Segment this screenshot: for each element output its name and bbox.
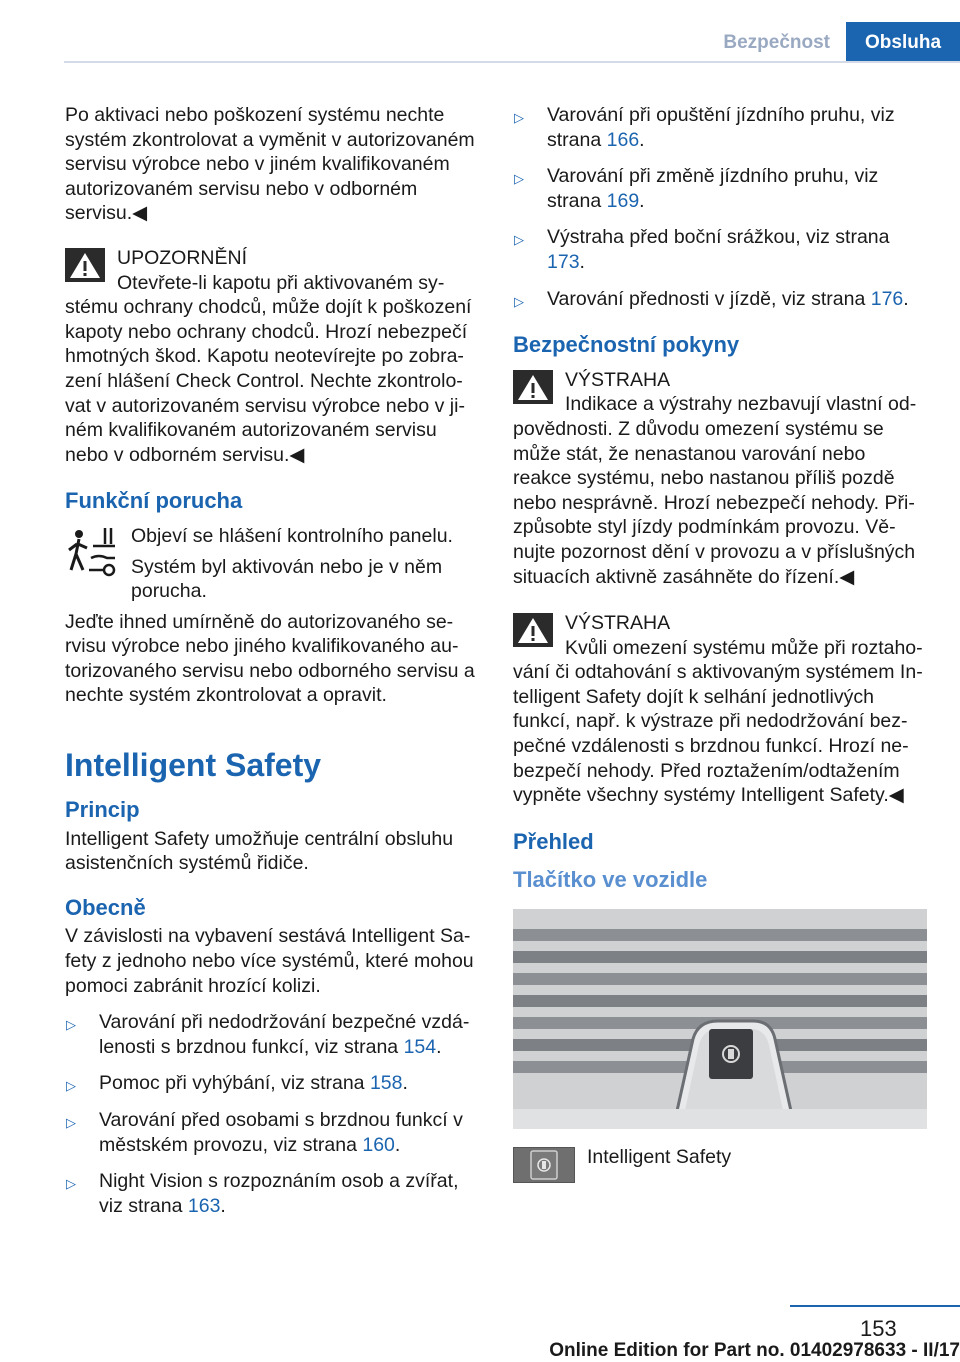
section-heading-funkcni-porucha: Funkční porucha	[65, 488, 243, 514]
warning-box-upozorneni	[65, 246, 482, 467]
bullet-triangle-icon: ▷	[66, 1017, 76, 1033]
bullet-triangle-icon: ▷	[66, 1078, 76, 1094]
list-item: ▷ Varování přednosti v jízdě, viz strana 176.	[513, 287, 927, 312]
section-heading-bezpecnostni-pokyny: Bezpečnostní pokyny	[513, 332, 740, 358]
bullet-triangle-icon: ▷	[514, 171, 524, 187]
section-heading-tlacitko: Tlačítko ve vozidle	[513, 867, 708, 893]
list-item: ▷ Varování při změně jízdního pruhu, viz strana 169.	[514, 165, 879, 212]
left-bullet-list	[65, 1010, 482, 1218]
list-item: ▷ Výstraha před boční srážkou, viz strana 173.	[514, 226, 890, 273]
section-heading-prehled: Přehled	[513, 828, 594, 854]
warning-title: VÝSTRAHA	[565, 368, 671, 391]
footer-edition: Online Edition for Part no. 01402978633 - II/17	[549, 1340, 960, 1361]
page-number: 153	[860, 1316, 897, 1341]
warning-text: Otevřete-li kapotu při aktivovaném systému ochrany chodců, může dojít k poškození kapoty nebo ochrany chodců. Hrozí nebezpečí hmotných škod. Kapotu neotevírejte po zobrazení hlášení Check Control. Nechte zkontrolovat v autorizovaném servisu výrobce nebo v jiném kvalifikovaném autorizovaném servisu nebo v odborném servisu.◀	[65, 271, 472, 466]
page-link[interactable]: 169	[606, 189, 640, 212]
page-link[interactable]: 163	[187, 1194, 221, 1217]
button-legend	[513, 1147, 927, 1213]
vehicle-button-photo	[513, 909, 927, 1129]
page-link[interactable]: 176	[870, 287, 904, 310]
intro-paragraph: Po aktivaci nebo poškození systému nechte systém zkontrolovat a vyměnit v autorizovaném servisu výrobce nebo v jiném kvalifikovaném autorizovaném servisu nebo v odborném servisu.◀	[65, 104, 475, 225]
list-item: ▷ Varování při nedodržování bezpečné vzdálenosti s brzdnou funkcí, viz strana 154.	[66, 1011, 470, 1058]
right-column	[513, 103, 927, 1213]
intelligent-safety-button-icon	[513, 1147, 575, 1183]
obecne-paragraph: V závislosti na vybavení sestává Intelligent Safety z jednoho nebo více systémů, které mohou pomoci zabránit hrozící kolizi.	[65, 925, 474, 997]
malfunction-block	[65, 524, 482, 604]
page-link[interactable]: 160	[362, 1133, 395, 1156]
button-legend-label: Intelligent Safety	[587, 1146, 732, 1169]
bullet-triangle-icon: ▷	[514, 232, 524, 248]
page-link[interactable]: 166	[606, 128, 640, 151]
list-item: ▷ Varování před osobami s brzdnou funkcí v městském provozu, viz strana 160.	[66, 1109, 463, 1156]
section-heading-obecne: Obecně	[65, 894, 146, 920]
header-tabs	[707, 22, 960, 62]
warning-box-vystraha-1	[513, 368, 927, 589]
pedestrian-protection-icon	[65, 524, 121, 580]
page-link[interactable]: 154	[403, 1035, 437, 1058]
malfunction-paragraph: Jeďte ihned umírněně do autorizovaného servisu výrobce nebo jiného kvalifikovaného autorizovaného servisu nebo odborného servisu a nechte systém zkontrolovat a opravit.	[65, 610, 475, 707]
chapter-heading-intelligent-safety: Intelligent Safety	[65, 747, 322, 784]
bullet-triangle-icon: ▷	[66, 1176, 76, 1192]
warning-triangle-icon	[513, 613, 553, 647]
list-item: ▷ Varování při opuštění jízdního pruhu, viz strana 166.	[514, 104, 895, 151]
warning-triangle-icon	[513, 370, 553, 404]
page-link[interactable]: 158	[369, 1072, 403, 1095]
section-heading-princip: Princip	[65, 797, 140, 823]
warning-title: VÝSTRAHA	[565, 612, 671, 635]
warning-box-vystraha-2	[513, 611, 927, 808]
warning-triangle-icon	[65, 248, 105, 282]
bullet-triangle-icon: ▷	[514, 110, 524, 125]
left-column	[65, 103, 482, 1230]
warning-text: Kvůli omezení systému může při roztahování či odtahování s aktivovaným systémem Intelligent Safety dojít k selhání jednotlivých funkcí, např. k výstraze při nedodržování bezpečné vzdálenosti s brzdnou funkcí. Hrozí nebezpečí nehody. Před roztažením/odtažením vypněte všechny systémy Intelligent Safety.◀	[513, 636, 923, 807]
princip-paragraph: Intelligent Safety umožňuje centrální obsluhu asistenčních systémů řidiče.	[65, 827, 454, 875]
list-item: ▷ Pomoc při vyhýbání, viz strana 158.	[65, 1071, 482, 1096]
right-bullet-list	[513, 103, 927, 311]
page-link[interactable]: 173	[547, 250, 580, 273]
footer-rule	[790, 1305, 960, 1307]
tab-obsluha[interactable]: Obsluha	[846, 22, 960, 62]
tab-bezpecnost[interactable]: Bezpečnost	[707, 22, 846, 62]
list-item: ▷ Night Vision s rozpoznáním osob a zvířat, viz strana 163.	[66, 1170, 459, 1217]
warning-text: Indikace a výstrahy nezbavují vlastní odpovědnosti. Z důvodu omezení systému se může stát, že nenastanou varování nebo reakce systému, nebo nastanou příliš pozdě nebo nesprávně. Hrozí nebezpečí nehody. Přizpůsobte styl jízdy podmínkám provozu. Věnujte pozornost dění v provozu a v příslušných situacích aktivně zasáhněte do řízení.◀	[513, 393, 917, 588]
bullet-triangle-icon: ▷	[66, 1115, 76, 1130]
warning-title: UPOZORNĚNÍ	[117, 246, 248, 269]
malfunction-line-2: Systém byl aktivován nebo je v něm porucha.	[131, 555, 443, 603]
malfunction-line-1: Objeví se hlášení kontrolního panelu.	[131, 524, 453, 547]
header-divider	[64, 61, 960, 63]
bullet-triangle-icon: ▷	[514, 293, 524, 309]
